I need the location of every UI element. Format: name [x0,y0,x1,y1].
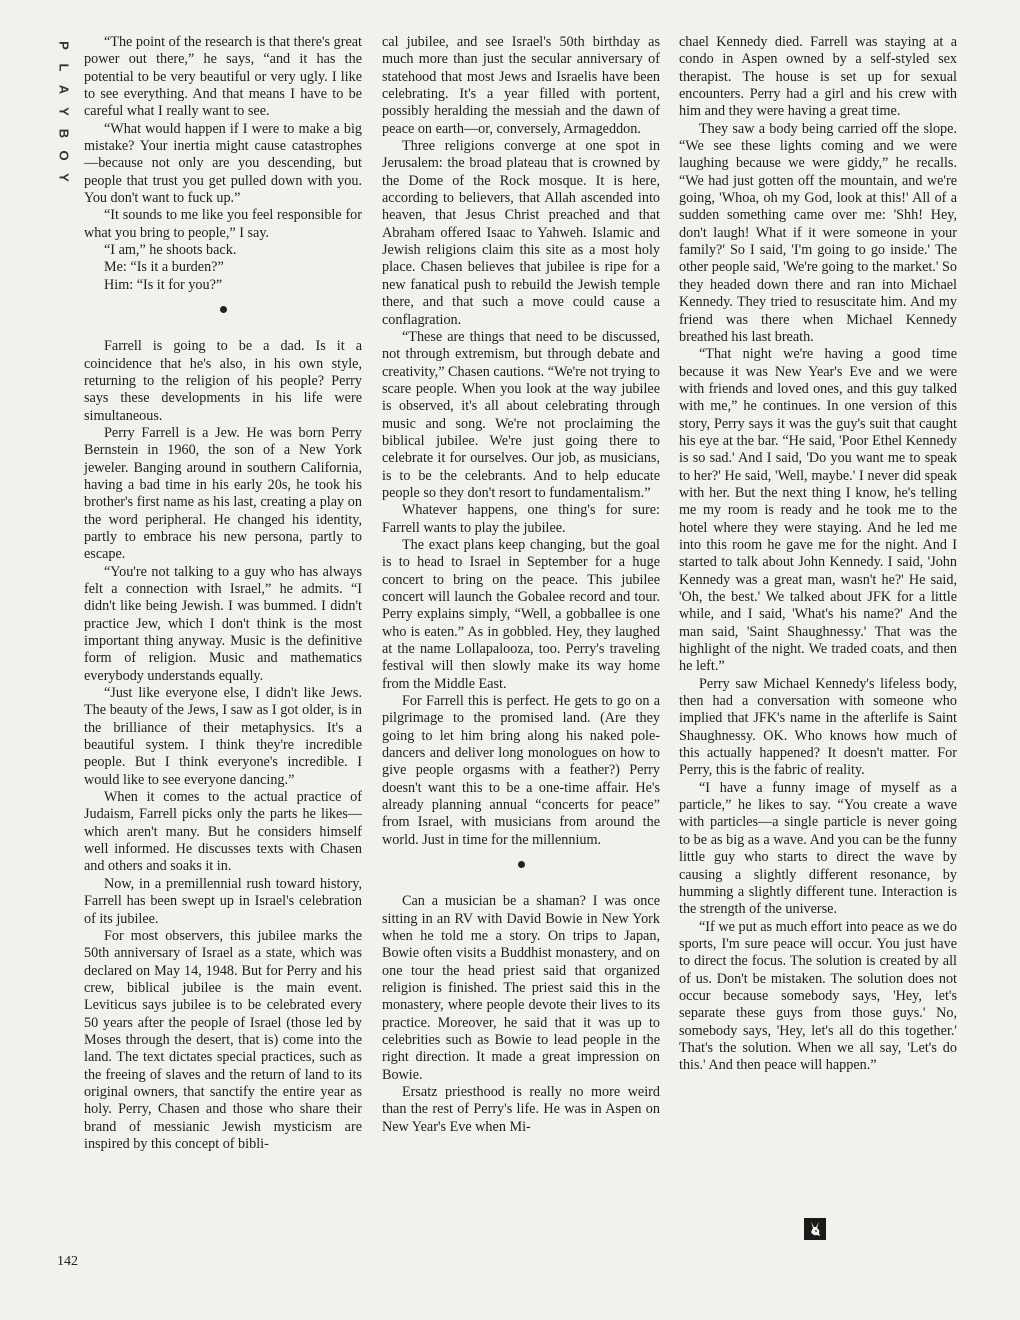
paragraph: Perry saw Michael Kennedy's lifeless body, then had a conversation with someone who implied that JFK's name in the afterlife is Saint Shaughnessy. OK. Who knows how much of this actually happened? It doesn't matter. For Perry, this is the fabric of reality. [679,675,957,779]
section-break-bullet [84,294,362,338]
paragraph: Him: “Is it for you?” [104,276,223,293]
paragraph: For most observers, this jubilee marks the 50th anniversary of Israel as a state, which was declared on May 14, 1948. But for Perry and his crew, biblical jubilee is the main event. Leviticus says jubilee is to be celebrated every 50 years after the people of Israel (those led by Moses through the desert, that is) come into the land. The text dictates special practices, such as the freeing of slaves and the return of land to its original owners, that sanctify the entire year as holy. Perry, Chasen and those who share their brand of messianic Jewish mysticism are inspired by this concept of bibli- [84,927,362,1152]
masthead [44,38,84,198]
article-column-2 [382,34,660,1136]
paragraph: “You're not talking to a guy who has always felt a connection with Israel,” he admits. “I didn't like being Jewish. I was bummed. I didn't practice Jew, which I don't think is the most important thing anyway. Music is the definitive form of religion. Music and mathematics everybody understands equally. [84,563,362,684]
paragraph: They saw a body being carried off the slope. “We see these lights coming and we were laughing because we were giddy,” he recalls. “We had just gotten off the mountain, and we're going, 'Whoa, oh my God, look at this!' All of a sudden something came over me: 'Shh! Hey, don't laugh! What if it were someone in your family?' So I said, 'I'm going to go inside.' The other people said, 'We're going to the market.' So they headed down there and ran into Michael Kennedy. They tried to resuscitate him. And my friend was there when Michael Kennedy breathed his last breath. [679,120,957,345]
masthead-letter: L [56,63,72,72]
paragraph: For Farrell this is perfect. He gets to go on a pilgrimage to the promised land. (Are they going to let him bring along his naked pole-dancers and deliver long monologues on how to give people orgasms with a feather?) Perry doesn't want this to be a one-time affair. He's already planning annual “concerts for peace” from Israel, with musicians from around the world. Just in time for the millennium. [382,693,660,848]
paragraph: When it comes to the actual practice of Judaism, Farrell picks only the parts he likes—which aren't many. But he considers himself well informed. He discusses texts with Chasen and others and soaks it in. [84,789,362,875]
masthead-letter: O [56,150,72,161]
paragraph: Farrell is going to be a dad. Is it a coincidence that he's also, in his own style, returning to the religion of his people? Perry says these developments in his life were simultaneous. [84,338,362,424]
masthead-letter: P [56,41,72,50]
paragraph: “I am,” he shoots back. [104,242,237,259]
page-number: 142 [57,1254,78,1269]
paragraph: Now, in a premillennial rush toward history, Farrell has been swept up in Israel's celebration of its jubilee. [84,875,362,927]
paragraph: Whatever happens, one thing's for sure: Farrell wants to play the jubilee. [382,502,660,536]
paragraph: Can a musician be a shaman? I was once sitting in an RV with David Bowie in New York when he told me a story. On trips to Japan, Bowie often visits a Buddhist monastery, and on one tour the head priest said that organized religion is finished. The priest said this in the monastery, where people devote their lives to its practice. Moreover, he said that it was up to celebrities such as Bowie to lead people in the right direction. It made a great impression on Bowie. [382,893,660,1083]
section-break-bullet [382,849,660,893]
paragraph: cal jubilee, and see Israel's 50th birthday as much more than just the secular anniversary of statehood that most Jews and Israelis have been celebrating. It's a year filled with portent, possibly heralding the messiah and the dawn of peace on earth—or, conversely, Armageddon. [382,34,660,137]
article-column-1 [84,34,362,1153]
paragraph: chael Kennedy died. Farrell was staying at a condo in Aspen owned by a self-styled sex therapist. The house is set up for sexual encounters. Perry had a girl and his crew with him and they were having a great time. [679,34,957,120]
article-column-3 [679,34,957,1075]
masthead-letter: Y [56,107,72,116]
paragraph: The exact plans keep changing, but the goal is to head to Israel in September for a huge concert to bring on the peace. This jubilee concert will launch the Gobalee record and tour. Perry explains simply, “Well, a gobballee is one who is eaten.” As in gobbled. Hey, they laughed at the name Lollapalooza, too. Perry's traveling festival will then slowly make its way home from the Middle East. [382,536,660,692]
paragraph: “It sounds to me like you feel responsible for what you bring to people,” I say. [84,207,362,241]
paragraph: Ersatz priesthood is really no more weird than the rest of Perry's life. He was in Aspen on New Year's Eve when Mi- [382,1083,660,1135]
paragraph: “If we put as much effort into peace as we do sports, I'm sure peace will occur. You just have to direct the focus. The solution is created by all of us. Don't be mistaken. The solution does not occur because somebody says, 'Hey, let's separate these guys from those guys.' No, somebody says, 'Hey, let's all do this together.' That's the solution. When we all say, 'Let's do this.' And then peace will happen.” [679,918,957,1074]
masthead-letter: B [56,128,72,139]
masthead-letter: Y [56,173,72,182]
paragraph: “That night we're having a good time because it was New Year's Eve and we were with friends and loved ones, and this guy talked with me,” he continues. In one version of this story, Perry says it was the guy's suit that caught his eye at the bar. “He said, 'Poor Ethel Kennedy is so sad.' And I said, 'Do you want me to speak to her?' He said, 'Well, maybe.' I never did speak with her. But the next thing I know, he's telling me my room is ready and he took me to the hotel where they were staying. And he led me into this room he gave me for the night. And I started to talk about John Kennedy. I said, 'John Kennedy was a great man, wasn't he?' He said, 'Oh, the best.' We talked about JFK for a little while, and I said, 'What's his name?' And the man said, 'Saint Shaughnessy.' That was the highlight of the night. We traded coats, and then he left.” [679,346,957,675]
masthead-letter: A [56,84,72,95]
paragraph: “Just like everyone else, I didn't like Jews. The beauty of the Jews, I saw as I got older, is in the brilliance of their metaphysics. It's a beautiful system. I think they're incredible people. But I think everyone's incredible. I would like to see everyone dancing.” [84,685,362,788]
paragraph: Me: “Is it a burden?” [104,259,224,276]
paragraph: “I have a funny image of myself as a particle,” he likes to say. “You create a wave with particles—a single particle is never going to be as big as a wave. And you can be the funny little guy who starts to direct the wave by causing a slightly different resonance, by humming a slightly different tune. Interaction is the strength of the universe. [679,779,957,918]
paragraph: “These are things that need to be discussed, not through extremism, but through debate and creativity,” Chasen cautions. “We're not trying to scare people. When you look at the way jubilee is observed, it's all about celebrating through music and song. We're not proclaiming the biblical jubilee. We're just going there to celebrate it for ourselves. Our job, as musicians, is to be the celebrants. And to help educate people so they don't resort to fundamentalism.” [382,328,660,501]
paragraph: Perry Farrell is a Jew. He was born Perry Bernstein in 1960, the son of a New York jeweler. Banging around in southern California, having a bad time in his early 20s, he took his brother's first name as his last, creating a play on the word peripheral. He changed his identity, partly to embrace his new persona, partly to escape. [84,424,362,563]
paragraph: Three religions converge at one spot in Jerusalem: the broad plateau that is crowned by the Dome of the Rock mosque. It is here, according to believers, that Allah ascended into heaven, that Jesus Christ preached and that Abraham offered Isaac to Yahweh. Islamic and Jewish religions claim this site as a most holy place. Chasen believes that jubilee is ripe for a new fanatical push to rebuild the Jewish temple there, and that such a move could cause a conflagration. [382,138,660,328]
paragraph: “What would happen if I were to make a big mistake? Your inertia might cause catastrophes—because not only are you descending, but people that trust you get pulled down with you. You don't want to fuck up.” [84,120,362,207]
rabbit-head-icon [804,1218,826,1240]
paragraph: “The point of the research is that there's great power out there,” he says, “and it has the potential to be very beautiful or very ugly. I like to see everything. And that means I have to be careful what I really want to see. [84,34,362,120]
